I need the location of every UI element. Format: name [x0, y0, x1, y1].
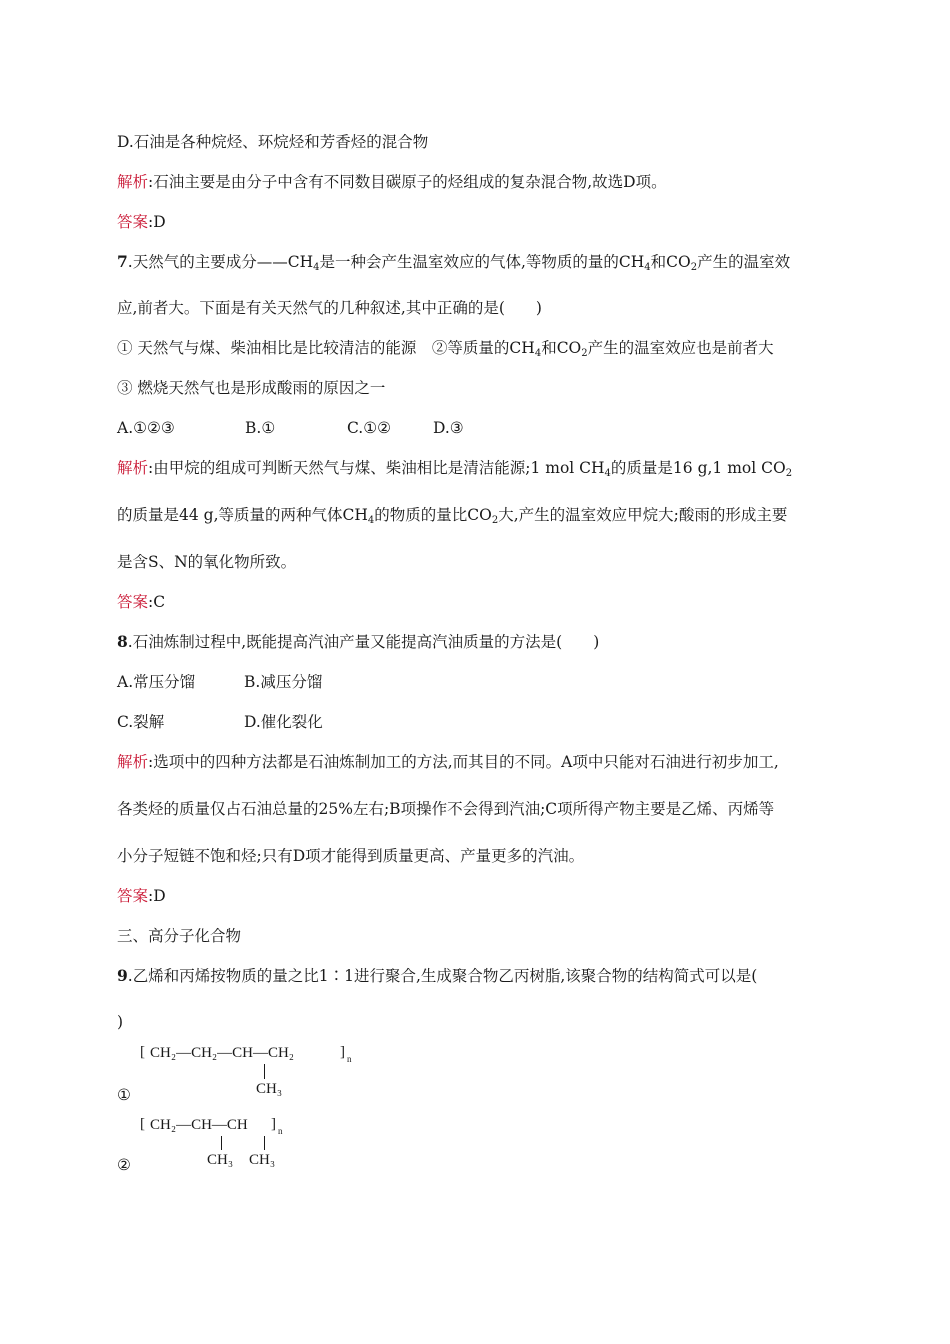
analysis-label: 解析: [117, 753, 149, 771]
option-d: D.催化裂化: [244, 713, 323, 731]
question-number: 9: [117, 966, 128, 985]
analysis-part: :由甲烷的组成可判断天然气与煤、柴油相比是清洁能源;1 mol CH: [148, 459, 605, 477]
q8-options-row2: [117, 712, 323, 732]
subscript: 4: [534, 348, 542, 359]
analysis-text: :石油主要是由分子中含有不同数目碳原子的烃组成的复杂混合物,故选D项。: [148, 173, 667, 191]
q7-analysis-line3: 是含S、N的氧化物所致。: [117, 553, 297, 571]
q8-analysis-line2: 各类烃的质量仅占石油总量的25%左右;B项操作不会得到汽油;C项所得产物主要是乙烯、丙烯等: [117, 800, 775, 818]
analysis-part: 大,产生的温室效应甲烷大;酸雨的形成主要: [498, 506, 788, 524]
q7-stem-part: 产生的温室效: [697, 253, 791, 271]
n-subscript: n: [347, 1054, 352, 1064]
q7-analysis-line1: [117, 458, 792, 478]
subscript: 2: [581, 348, 588, 359]
answer-label: 答案: [117, 887, 149, 905]
option-c: C.裂解: [117, 713, 165, 731]
answer-text: :D: [148, 213, 166, 231]
analysis-part: 的物质的量比CO: [374, 506, 492, 524]
q7-stem-part: 是一种会产生温室效应的气体,等物质的量的CH: [319, 253, 645, 271]
side-group: CH₃: [249, 1152, 276, 1168]
q6-analysis: [117, 172, 667, 192]
q7-analysis-line2: [117, 505, 787, 525]
question-number: 7: [117, 252, 128, 271]
statement-part: 和CO: [541, 339, 582, 357]
q7-options: [117, 418, 464, 438]
subscript: 2: [690, 262, 698, 273]
option-a: A.①②③: [117, 419, 175, 437]
polymer-structure-1: [140, 1044, 370, 1104]
statement-part: 产生的温室效应也是前者大: [587, 339, 774, 357]
bracket-right: ]: [340, 1044, 345, 1060]
main-chain: CH₂—CH₂—CH—CH₂: [150, 1045, 295, 1061]
analysis-label: 解析: [117, 459, 149, 477]
option-1-label: ①: [117, 1086, 131, 1104]
option-d-line: D.石油是各种烷烃、环烷烃和芳香烃的混合物: [117, 133, 429, 151]
analysis-part: 的质量是16 g,1 mol CO: [610, 459, 786, 477]
q7-stem-part: .天然气的主要成分——CH: [127, 253, 314, 271]
answer-text: :C: [148, 593, 166, 611]
q7-stem-part: 和CO: [650, 253, 691, 271]
section-heading: 三、高分子化合物: [117, 927, 242, 945]
q7-statement-3: ③ 燃烧天然气也是形成酸雨的原因之一: [117, 379, 386, 397]
option-b: B.①: [245, 419, 276, 437]
q8-stem-text: .石油炼制过程中,既能提高汽油产量又能提高汽油质量的方法是( ): [127, 633, 600, 651]
question-number: 8: [117, 632, 128, 651]
q7-answer: [117, 592, 165, 612]
n-subscript: n: [278, 1126, 283, 1136]
subscript: 2: [491, 515, 499, 526]
bracket-right: ]: [271, 1116, 276, 1132]
q8-analysis-line1: [117, 752, 779, 772]
q9-stem-close: ): [117, 1013, 124, 1031]
q7-statements-1-2: [117, 338, 774, 358]
q7-stem-line2: 应,前者大。下面是有关天然气的几种叙述,其中正确的是( ): [117, 299, 542, 317]
main-chain: CH₂—CH—CH: [150, 1117, 248, 1133]
bond-line: [264, 1064, 265, 1079]
bracket-left: [: [140, 1044, 145, 1060]
subscript: 4: [604, 468, 611, 479]
option-c: C.①②: [347, 419, 392, 437]
statement-part: ① 天然气与煤、柴油相比是比较清洁的能源 ②等质量的CH: [117, 339, 535, 357]
q8-answer: [117, 886, 166, 906]
answer-text: :D: [148, 887, 166, 905]
analysis-part: :选项中的四种方法都是石油炼制加工的方法,而其目的不同。A项中只能对石油进行初步加工,: [148, 753, 779, 771]
subscript: 4: [367, 515, 375, 526]
q6-answer: [117, 212, 166, 232]
side-group: CH₃: [207, 1152, 234, 1168]
subscript: 2: [785, 468, 793, 479]
option-2-label: ②: [117, 1156, 131, 1174]
answer-label: 答案: [117, 213, 149, 231]
option-b: B.减压分馏: [244, 673, 323, 691]
side-group: CH₃: [256, 1081, 283, 1097]
q9-stem-text: .乙烯和丙烯按物质的量之比1∶1进行聚合,生成聚合物乙丙树脂,该聚合物的结构简式可以是(: [127, 967, 758, 985]
subscript: 4: [644, 262, 651, 273]
analysis-part: 的质量是44 g,等质量的两种气体CH: [117, 506, 368, 524]
q7-stem-line1: [117, 252, 790, 272]
q9-stem: [117, 966, 757, 986]
q8-analysis-line3: 小分子短链不饱和烃;只有D项才能得到质量更高、产量更多的汽油。: [117, 847, 585, 865]
bond-line: [264, 1136, 265, 1150]
answer-label: 答案: [117, 593, 149, 611]
option-d: D.③: [433, 419, 464, 437]
polymer-structure-2: [140, 1116, 370, 1176]
option-a: A.常压分馏: [117, 673, 196, 691]
bracket-left: [: [140, 1116, 145, 1132]
subscript: 4: [313, 262, 320, 273]
q8-stem: [117, 632, 599, 652]
analysis-label: 解析: [117, 173, 149, 191]
bond-line: [221, 1136, 222, 1150]
q8-options-row1: [117, 672, 322, 692]
